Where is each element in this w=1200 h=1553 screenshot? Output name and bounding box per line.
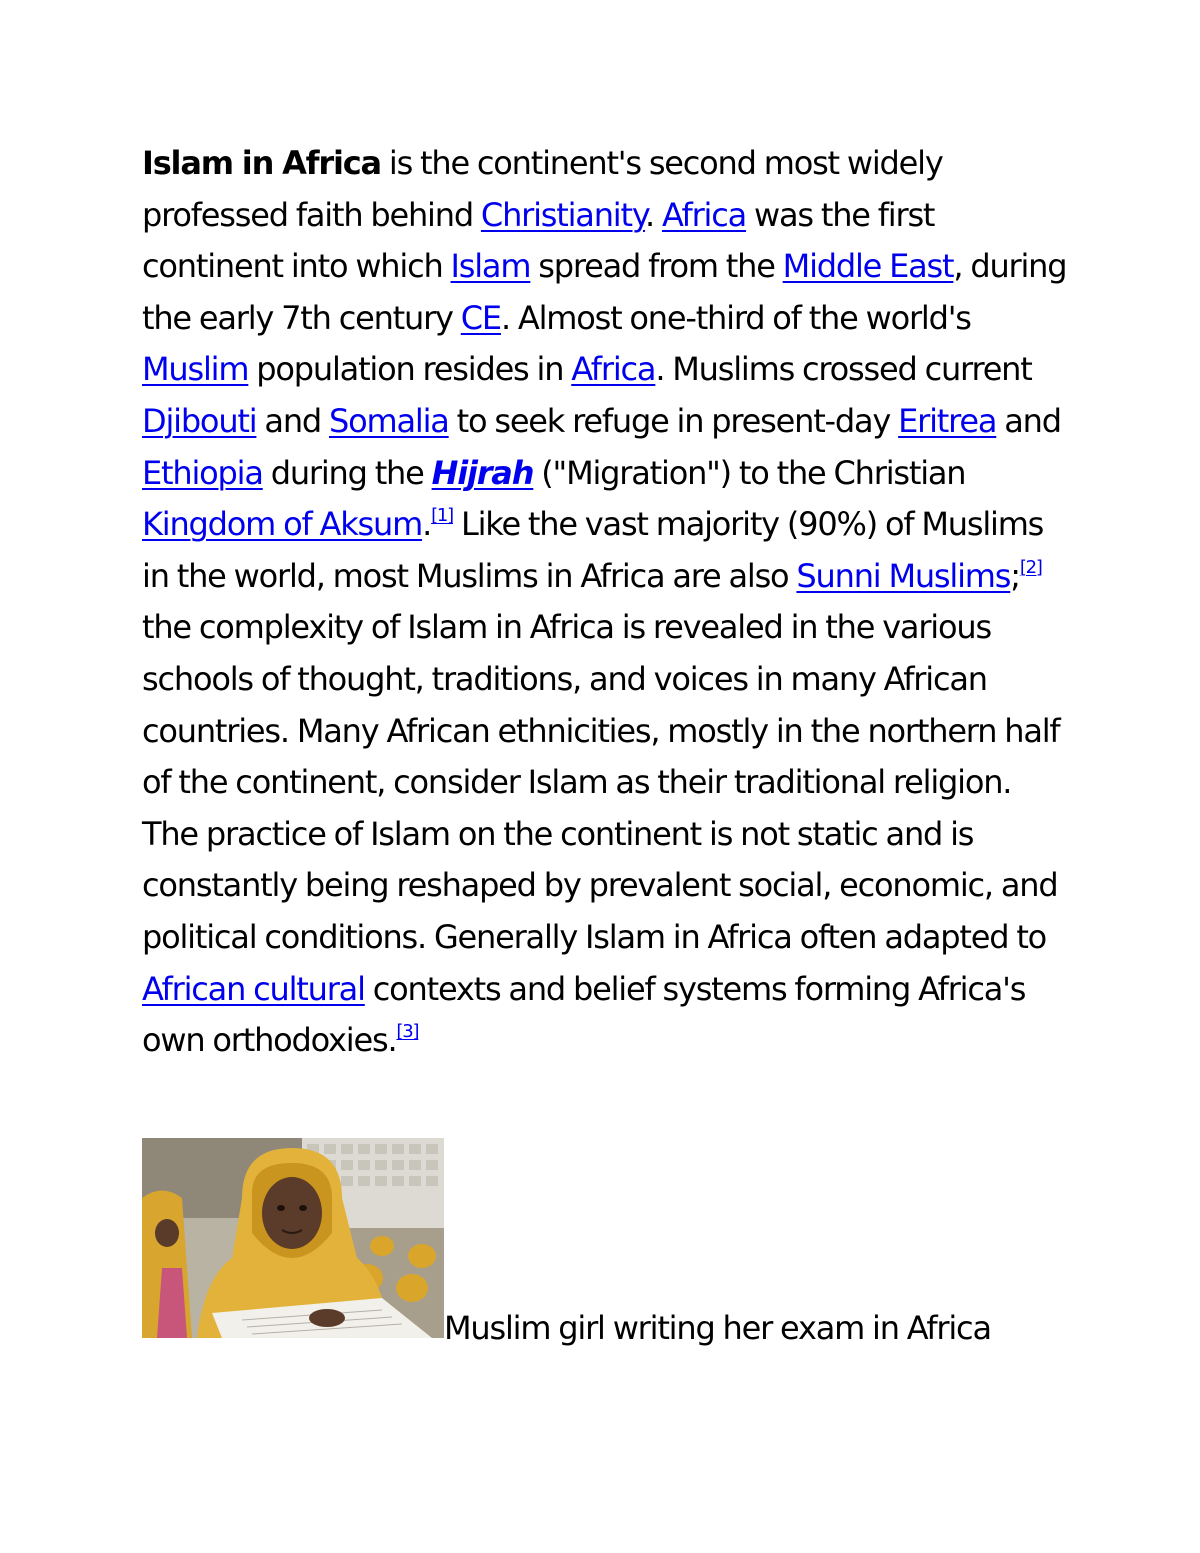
link-african-cultural[interactable]: African cultural <box>142 969 365 1008</box>
text-segment: to seek refuge in present-day <box>448 401 899 440</box>
citation-2 <box>1020 557 1042 578</box>
text-segment: ; <box>1010 556 1020 595</box>
link-djibouti[interactable]: Djibouti <box>142 401 257 440</box>
link-eritrea[interactable]: Eritrea <box>898 401 997 440</box>
citation-3 <box>396 1021 418 1042</box>
figure <box>142 1138 991 1347</box>
article-paragraph <box>142 138 1072 1067</box>
text-segment: and <box>996 401 1061 440</box>
text-segment: the complexity of Islam in Africa is revealed in the various schools of thought, traditions, and voices in many African countries. Many African ethnicities, mostly in the northern half of the continent, consider Islam as their traditional religion. The practice of Islam on the continent is not static and is constantly being reshaped by prevalent social, economic, and political conditions. Generally Islam in Africa often adapted to <box>142 608 1060 956</box>
text-segment: is the continent's second most widely professed faith behind <box>142 144 943 234</box>
link-somalia[interactable]: Somalia <box>329 401 449 440</box>
text-segment: . <box>422 505 432 544</box>
text-segment: Like the vast majority (90%) of Muslims in the world, most Muslims in Africa are also <box>142 505 1044 595</box>
citation-link-3[interactable]: [3] <box>396 1021 419 1043</box>
link-africa-2[interactable]: Africa <box>571 350 656 389</box>
link-islam[interactable]: Islam <box>450 247 531 286</box>
text-segment: during the <box>262 453 432 492</box>
link-ce[interactable]: CE <box>460 298 501 337</box>
figure-caption: Muslim girl writing her exam in Africa <box>444 1309 991 1347</box>
link-ethiopia[interactable]: Ethiopia <box>142 453 263 492</box>
link-africa[interactable]: Africa <box>661 195 747 234</box>
text-segment: population resides in <box>248 350 572 389</box>
text-segment: , during the early 7th century <box>142 247 1067 337</box>
photo-muslim-girl <box>142 1138 444 1338</box>
link-middle-east[interactable]: Middle East <box>782 247 954 286</box>
citation-1 <box>431 505 453 526</box>
article-title-bold: Islam in Africa <box>142 144 381 182</box>
text-segment: contexts and belief systems forming Africa's own orthodoxies. <box>142 969 1026 1060</box>
link-kingdom-of-aksum[interactable]: Kingdom of Aksum <box>142 505 423 544</box>
citation-link-2[interactable]: [2] <box>1019 556 1042 578</box>
citation-link-1[interactable]: [1] <box>431 505 453 527</box>
link-christianity[interactable]: Christianity <box>480 195 646 234</box>
text-segment: . Almost one-third of the world's <box>500 298 971 337</box>
text-segment: . <box>645 195 662 234</box>
link-hijrah[interactable]: Hijrah <box>431 453 534 492</box>
text-segment: and <box>256 401 329 440</box>
text-segment: ("Migration") to the Christian <box>533 453 966 492</box>
link-muslim[interactable]: Muslim <box>142 350 249 389</box>
text-segment: was the first continent into which <box>142 195 935 286</box>
text-segment: . Muslims crossed current <box>655 350 1032 389</box>
photo-illustration <box>142 1138 444 1338</box>
text-segment: spread from the <box>530 247 783 286</box>
link-sunni-muslims[interactable]: Sunni Muslims <box>796 556 1011 595</box>
